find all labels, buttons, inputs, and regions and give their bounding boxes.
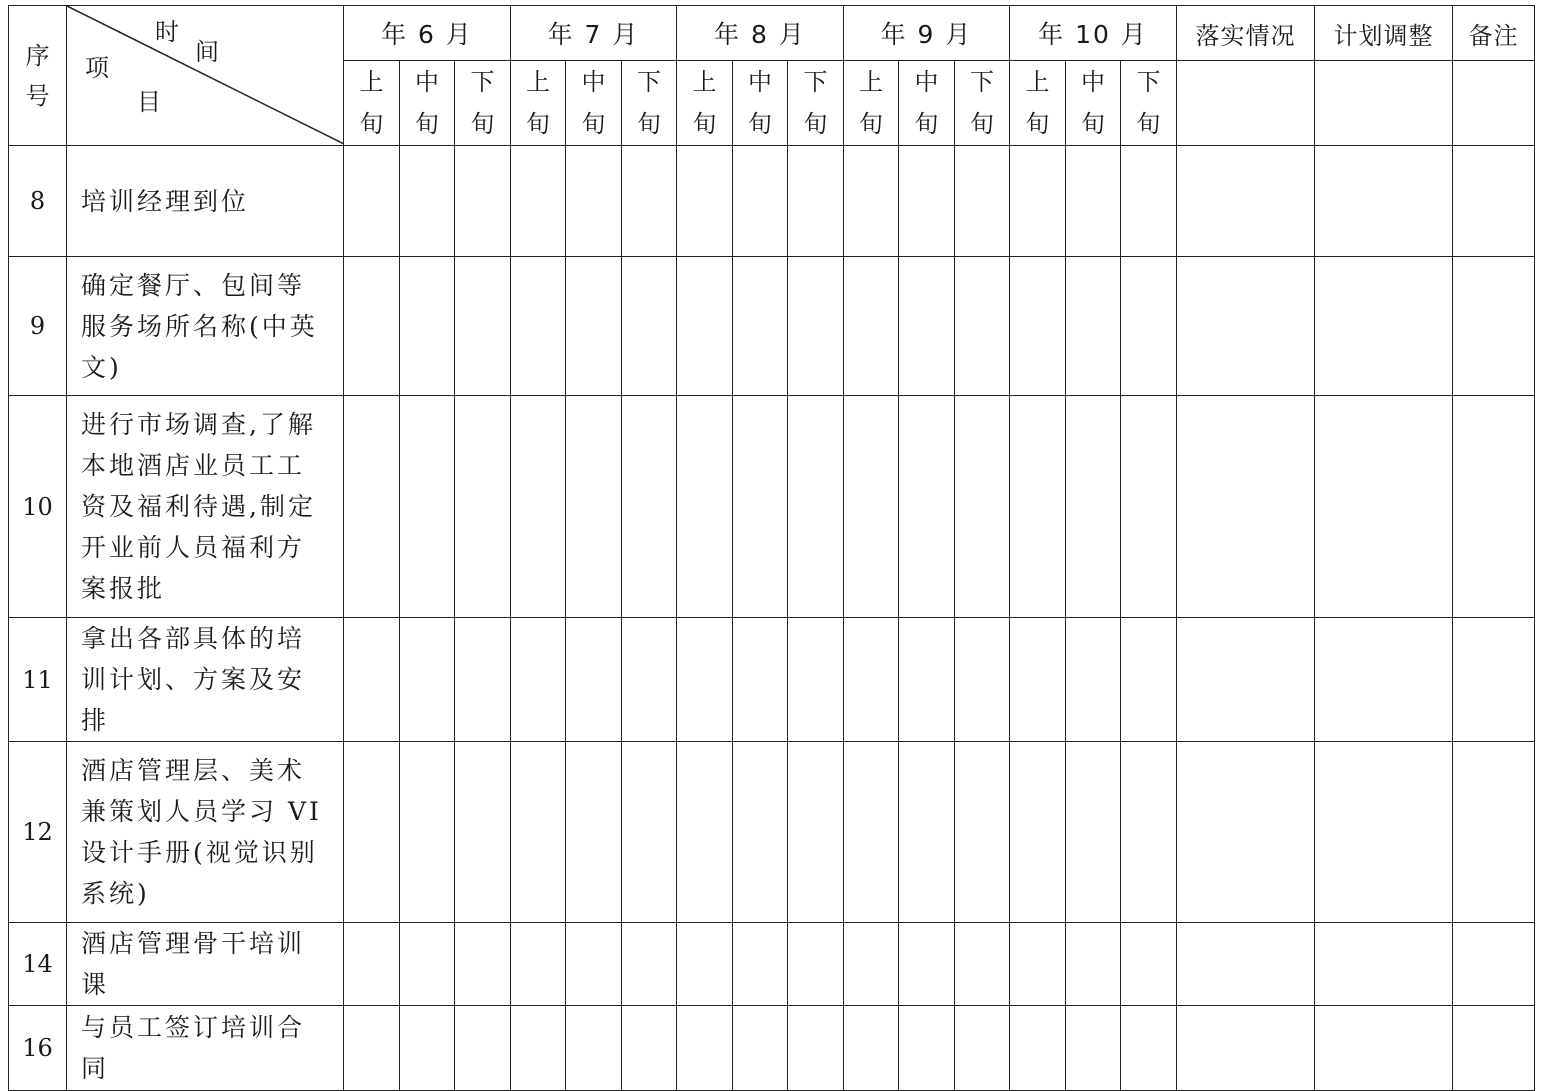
xun-top-char: 中 bbox=[914, 68, 939, 96]
schedule-cell bbox=[844, 1006, 899, 1091]
schedule-cell bbox=[677, 257, 733, 396]
table-row bbox=[9, 146, 1535, 257]
schedule-cell bbox=[622, 1006, 677, 1091]
xun-header-7-upper bbox=[511, 61, 566, 146]
schedule-cell bbox=[511, 146, 566, 257]
training-plan-table bbox=[8, 5, 1535, 1091]
schedule-cell bbox=[566, 1006, 622, 1091]
schedule-cell bbox=[622, 396, 677, 618]
schedule-cell bbox=[955, 146, 1010, 257]
schedule-cell bbox=[455, 618, 511, 742]
schedule-cell bbox=[1010, 742, 1066, 923]
xun-top-char: 上 bbox=[1025, 68, 1050, 96]
schedule-cell bbox=[400, 618, 455, 742]
month-header-10: 年 10 月 bbox=[1010, 6, 1177, 61]
table-row bbox=[9, 923, 1535, 1006]
xun-bottom-char: 旬 bbox=[581, 110, 606, 138]
xun-header-8-upper bbox=[677, 61, 733, 146]
xun-bottom-char: 旬 bbox=[803, 110, 828, 138]
xun-top-char: 中 bbox=[748, 68, 772, 96]
table-row bbox=[9, 742, 1535, 923]
xun-bottom-char: 旬 bbox=[470, 110, 495, 138]
remarks-cell bbox=[1453, 257, 1535, 396]
schedule-cell bbox=[622, 146, 677, 257]
schedule-cell bbox=[1010, 146, 1066, 257]
schedule-cell bbox=[566, 923, 622, 1006]
schedule-cell bbox=[622, 742, 677, 923]
schedule-cell bbox=[677, 396, 733, 618]
xun-bottom-char: 旬 bbox=[526, 110, 550, 138]
schedule-cell bbox=[899, 618, 955, 742]
xun-top-char: 中 bbox=[581, 68, 606, 96]
seq-header bbox=[9, 6, 67, 146]
xun-header-7-middle bbox=[566, 61, 622, 146]
row-seq-number: 14 bbox=[9, 923, 67, 1006]
schedule-cell bbox=[788, 923, 844, 1006]
diag-time-char1: 时 bbox=[155, 18, 179, 46]
schedule-cell bbox=[733, 1006, 788, 1091]
xun-bottom-char: 旬 bbox=[359, 110, 384, 138]
month-header-8: 年 8 月 bbox=[677, 6, 844, 61]
schedule-cell bbox=[788, 257, 844, 396]
schedule-cell bbox=[400, 923, 455, 1006]
row-seq-number: 10 bbox=[9, 396, 67, 618]
schedule-cell bbox=[344, 257, 400, 396]
row-seq-number: 8 bbox=[9, 146, 67, 257]
schedule-cell bbox=[955, 396, 1010, 618]
table-row bbox=[9, 257, 1535, 396]
month-header-9: 年 9 月 bbox=[844, 6, 1010, 61]
xun-header-8-lower bbox=[788, 61, 844, 146]
schedule-cell bbox=[1066, 257, 1121, 396]
schedule-cell bbox=[1121, 257, 1177, 396]
schedule-cell bbox=[1121, 618, 1177, 742]
implementation-cell bbox=[1177, 923, 1315, 1006]
schedule-cell bbox=[733, 742, 788, 923]
remarks-subheader-blank bbox=[1453, 61, 1535, 146]
plan-adjustment-cell bbox=[1315, 923, 1453, 1006]
plan-adjustment-cell bbox=[1315, 618, 1453, 742]
plan-adjustment-cell bbox=[1315, 146, 1453, 257]
table-row bbox=[9, 396, 1535, 618]
schedule-cell bbox=[1121, 1006, 1177, 1091]
schedule-cell bbox=[788, 742, 844, 923]
remarks-cell bbox=[1453, 396, 1535, 618]
xun-top-char: 中 bbox=[1081, 68, 1105, 96]
schedule-cell bbox=[1066, 1006, 1121, 1091]
xun-bottom-char: 旬 bbox=[415, 110, 439, 138]
schedule-cell bbox=[455, 396, 511, 618]
schedule-cell bbox=[455, 742, 511, 923]
row-item-text: 拿出各部具体的培训计划、方案及安排 bbox=[67, 618, 344, 742]
implementation-cell bbox=[1177, 257, 1315, 396]
schedule-cell bbox=[844, 618, 899, 742]
schedule-cell bbox=[566, 257, 622, 396]
schedule-cell bbox=[1121, 923, 1177, 1006]
xun-top-char: 上 bbox=[359, 68, 384, 96]
schedule-cell bbox=[788, 618, 844, 742]
schedule-cell bbox=[677, 742, 733, 923]
schedule-cell bbox=[455, 923, 511, 1006]
schedule-cell bbox=[1066, 618, 1121, 742]
schedule-cell bbox=[511, 1006, 566, 1091]
xun-top-char: 下 bbox=[470, 68, 495, 96]
schedule-cell bbox=[344, 742, 400, 923]
schedule-cell bbox=[899, 146, 955, 257]
schedule-cell bbox=[788, 1006, 844, 1091]
schedule-cell bbox=[566, 618, 622, 742]
xun-top-char: 下 bbox=[637, 68, 661, 96]
remarks-header: 备注 bbox=[1453, 6, 1535, 61]
xun-header-6-middle bbox=[400, 61, 455, 146]
schedule-cell bbox=[1066, 146, 1121, 257]
row-seq-number: 16 bbox=[9, 1006, 67, 1091]
row-seq-number: 11 bbox=[9, 618, 67, 742]
schedule-cell bbox=[400, 257, 455, 396]
schedule-cell bbox=[1121, 742, 1177, 923]
schedule-cell bbox=[733, 146, 788, 257]
schedule-cell bbox=[733, 618, 788, 742]
schedule-cell bbox=[955, 1006, 1010, 1091]
schedule-cell bbox=[344, 923, 400, 1006]
diag-time-char2: 间 bbox=[195, 38, 219, 66]
schedule-cell bbox=[400, 1006, 455, 1091]
schedule-cell bbox=[622, 257, 677, 396]
schedule-cell bbox=[344, 618, 400, 742]
implementation-cell bbox=[1177, 742, 1315, 923]
schedule-cell bbox=[955, 257, 1010, 396]
remarks-cell bbox=[1453, 742, 1535, 923]
plan-adjustment-cell bbox=[1315, 257, 1453, 396]
schedule-cell bbox=[400, 742, 455, 923]
schedule-cell bbox=[677, 618, 733, 742]
schedule-cell bbox=[844, 146, 899, 257]
schedule-cell bbox=[566, 396, 622, 618]
xun-top-char: 中 bbox=[415, 68, 439, 96]
xun-header-10-upper bbox=[1010, 61, 1066, 146]
schedule-cell bbox=[511, 742, 566, 923]
schedule-cell bbox=[1066, 396, 1121, 618]
schedule-cell bbox=[344, 146, 400, 257]
schedule-cell bbox=[1010, 618, 1066, 742]
row-seq-number: 12 bbox=[9, 742, 67, 923]
diag-item-char2: 目 bbox=[137, 88, 161, 116]
xun-header-6-lower bbox=[455, 61, 511, 146]
diag-item-char1: 项 bbox=[85, 54, 109, 82]
schedule-cell bbox=[455, 1006, 511, 1091]
seq-header-line2: 号 bbox=[25, 81, 50, 110]
schedule-cell bbox=[344, 396, 400, 618]
schedule-cell bbox=[677, 1006, 733, 1091]
schedule-cell bbox=[1010, 923, 1066, 1006]
remarks-cell bbox=[1453, 1006, 1535, 1091]
xun-header-7-lower bbox=[622, 61, 677, 146]
schedule-cell bbox=[677, 923, 733, 1006]
remarks-cell bbox=[1453, 146, 1535, 257]
xun-top-char: 上 bbox=[859, 68, 883, 96]
xun-header-9-upper bbox=[844, 61, 899, 146]
row-item-text: 进行市场调查,了解本地酒店业员工工资及福利待遇,制定开业前人员福利方案报批 bbox=[67, 396, 344, 618]
schedule-cell bbox=[844, 396, 899, 618]
diagonal-header bbox=[67, 6, 344, 146]
schedule-cell bbox=[733, 923, 788, 1006]
schedule-cell bbox=[400, 396, 455, 618]
schedule-cell bbox=[1121, 146, 1177, 257]
schedule-cell bbox=[622, 618, 677, 742]
row-seq-number: 9 bbox=[9, 257, 67, 396]
xun-bottom-char: 旬 bbox=[1081, 110, 1105, 138]
row-item-text: 与员工签订培训合同 bbox=[67, 1006, 344, 1091]
xun-top-char: 下 bbox=[970, 68, 994, 96]
schedule-cell bbox=[899, 396, 955, 618]
schedule-cell bbox=[455, 146, 511, 257]
implementation-cell bbox=[1177, 146, 1315, 257]
implementation-cell bbox=[1177, 396, 1315, 618]
month-header-6: 年 6 月 bbox=[344, 6, 511, 61]
xun-header-10-middle bbox=[1066, 61, 1121, 146]
xun-bottom-char: 旬 bbox=[859, 110, 883, 138]
schedule-cell bbox=[455, 257, 511, 396]
table-body bbox=[9, 146, 1535, 1091]
schedule-cell bbox=[1010, 257, 1066, 396]
plan-adjustment-cell bbox=[1315, 742, 1453, 923]
schedule-cell bbox=[955, 618, 1010, 742]
schedule-cell bbox=[899, 923, 955, 1006]
table-row bbox=[9, 618, 1535, 742]
plan-adjustment-cell bbox=[1315, 396, 1453, 618]
xun-header-6-upper bbox=[344, 61, 400, 146]
schedule-cell bbox=[788, 146, 844, 257]
implementation-header: 落实情况 bbox=[1177, 6, 1315, 61]
plan-adjustment-subheader-blank bbox=[1315, 61, 1453, 146]
schedule-cell bbox=[899, 742, 955, 923]
schedule-cell bbox=[1066, 742, 1121, 923]
xun-top-char: 上 bbox=[526, 68, 550, 96]
xun-bottom-char: 旬 bbox=[914, 110, 939, 138]
month-header-7: 年 7 月 bbox=[511, 6, 677, 61]
schedule-cell bbox=[1121, 396, 1177, 618]
remarks-cell bbox=[1453, 618, 1535, 742]
implementation-cell bbox=[1177, 1006, 1315, 1091]
row-item-text: 酒店管理骨干培训课 bbox=[67, 923, 344, 1006]
plan-adjustment-cell bbox=[1315, 1006, 1453, 1091]
schedule-cell bbox=[733, 396, 788, 618]
xun-header-10-lower bbox=[1121, 61, 1177, 146]
xun-top-char: 下 bbox=[1136, 68, 1161, 96]
schedule-cell bbox=[733, 257, 788, 396]
schedule-cell bbox=[511, 396, 566, 618]
xun-bottom-char: 旬 bbox=[1136, 110, 1161, 138]
xun-bottom-char: 旬 bbox=[970, 110, 994, 138]
schedule-cell bbox=[677, 146, 733, 257]
seq-header-line1: 序 bbox=[25, 41, 50, 70]
schedule-cell bbox=[622, 923, 677, 1006]
row-item-text: 酒店管理层、美术兼策划人员学习 VI 设计手册(视觉识别系统) bbox=[67, 742, 344, 923]
schedule-cell bbox=[400, 146, 455, 257]
schedule-cell bbox=[844, 742, 899, 923]
xun-header-8-middle bbox=[733, 61, 788, 146]
schedule-cell bbox=[344, 1006, 400, 1091]
schedule-cell bbox=[1066, 923, 1121, 1006]
remarks-cell bbox=[1453, 923, 1535, 1006]
schedule-cell bbox=[1010, 396, 1066, 618]
xun-bottom-char: 旬 bbox=[637, 110, 661, 138]
schedule-cell bbox=[899, 257, 955, 396]
xun-header-9-lower bbox=[955, 61, 1010, 146]
row-item-text: 培训经理到位 bbox=[67, 146, 344, 257]
schedule-cell bbox=[1010, 1006, 1066, 1091]
xun-bottom-char: 旬 bbox=[1025, 110, 1050, 138]
xun-top-char: 下 bbox=[803, 68, 828, 96]
schedule-cell bbox=[899, 1006, 955, 1091]
xun-bottom-char: 旬 bbox=[692, 110, 717, 138]
xun-header-9-middle bbox=[899, 61, 955, 146]
row-item-text: 确定餐厅、包间等服务场所名称(中英文) bbox=[67, 257, 344, 396]
implementation-cell bbox=[1177, 618, 1315, 742]
xun-top-char: 上 bbox=[692, 68, 717, 96]
schedule-cell bbox=[566, 146, 622, 257]
table-row bbox=[9, 1006, 1535, 1091]
schedule-cell bbox=[844, 923, 899, 1006]
schedule-cell bbox=[844, 257, 899, 396]
schedule-cell bbox=[955, 923, 1010, 1006]
plan-adjustment-header: 计划调整 bbox=[1315, 6, 1453, 61]
schedule-cell bbox=[511, 923, 566, 1006]
schedule-cell bbox=[566, 742, 622, 923]
schedule-cell bbox=[955, 742, 1010, 923]
schedule-cell bbox=[788, 396, 844, 618]
schedule-cell bbox=[511, 618, 566, 742]
xun-bottom-char: 旬 bbox=[748, 110, 772, 138]
implementation-subheader-blank bbox=[1177, 61, 1315, 146]
schedule-cell bbox=[511, 257, 566, 396]
